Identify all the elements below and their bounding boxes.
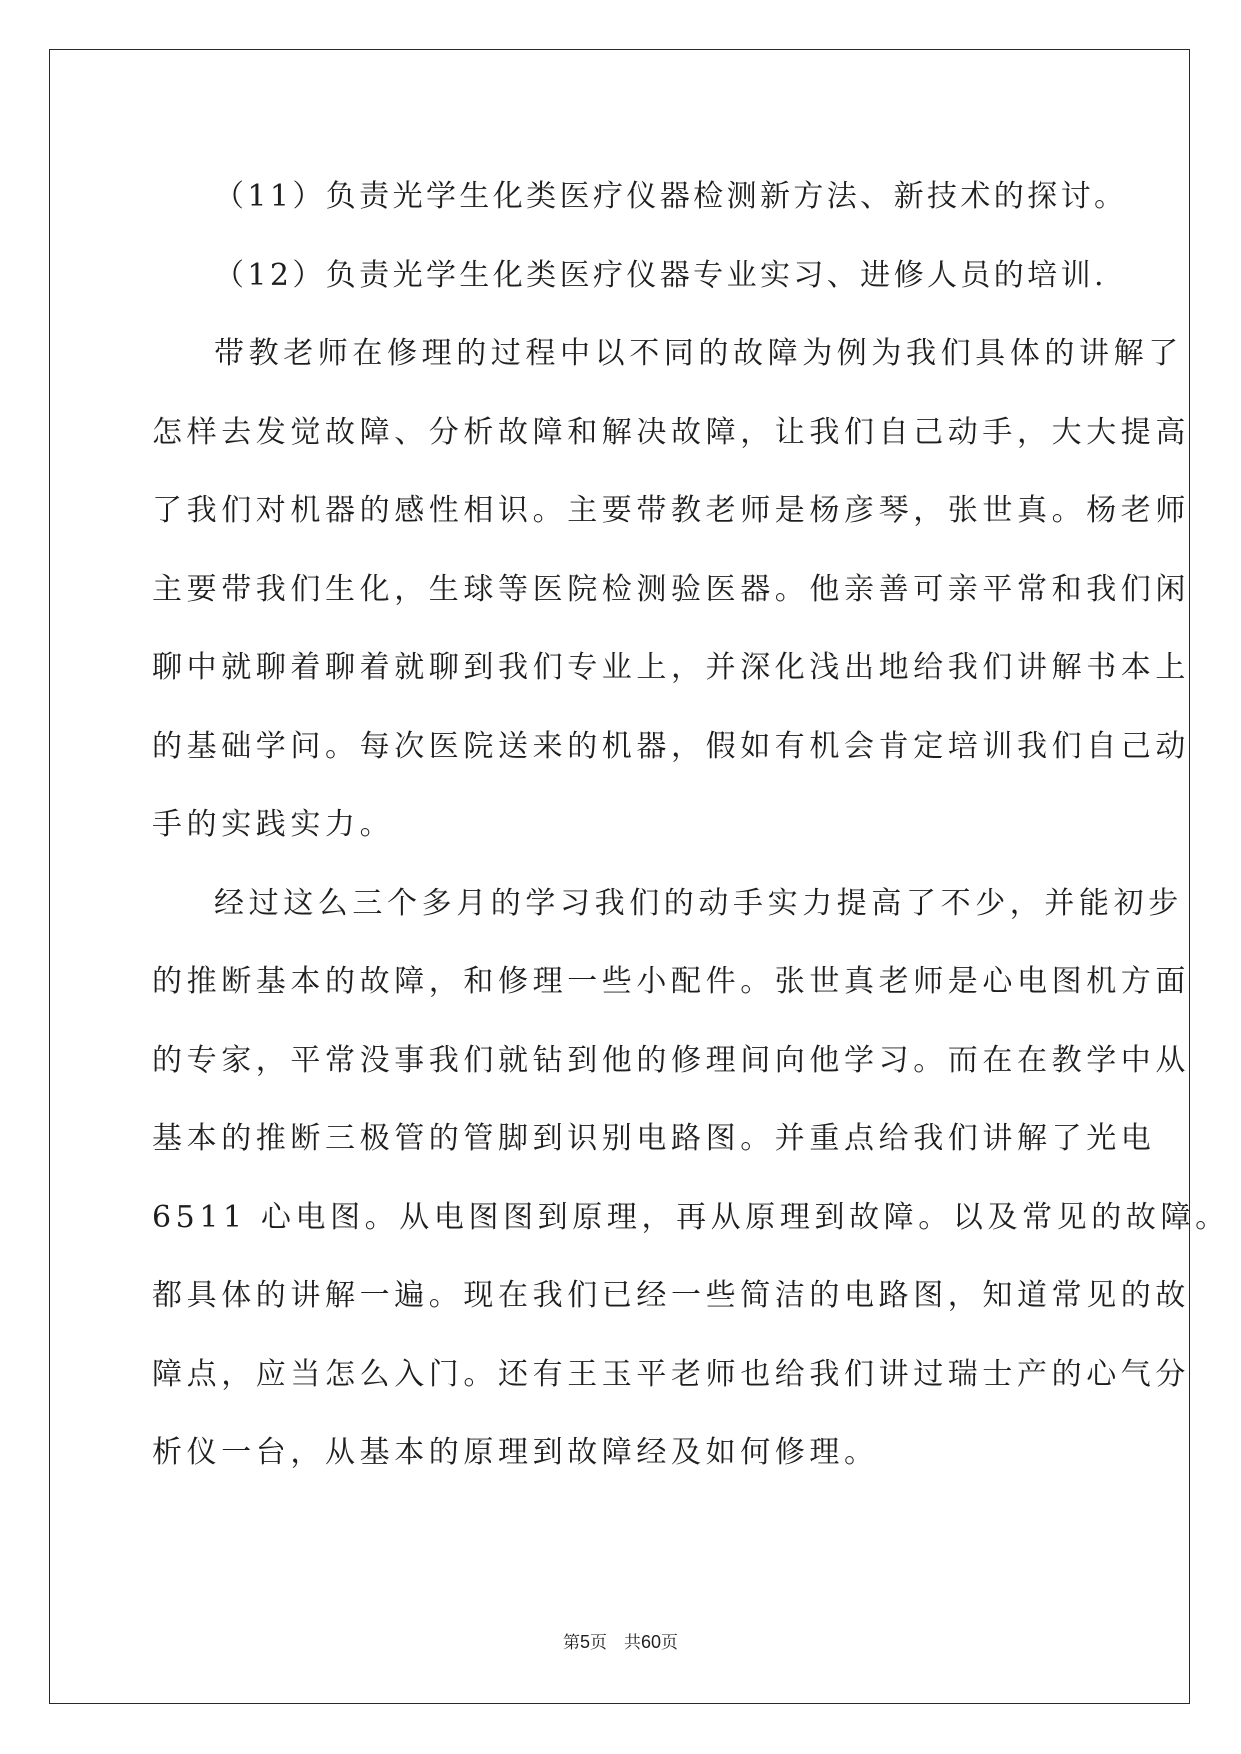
page-prefix: 第 (562, 1633, 580, 1653)
list-item-11: （11）负责光学生化类医疗仪器检测新方法、新技术的探讨。 (214, 179, 1128, 214)
page-number: 5 (579, 1632, 590, 1652)
paragraph-2-line-5: 6511 心电图。从电图图到原理，再从原理到故障。以及常见的故障。 (152, 1199, 1230, 1235)
paragraph-1-line-7: 手的实践实力。 (152, 807, 395, 842)
paragraph-2-line-8: 析仪一台，从基本的原理到故障经及如何修理。 (152, 1435, 879, 1470)
page-footer (0, 1628, 1241, 1653)
paragraph-1-line-3: 了我们对机器的感性相识。主要带教老师是杨彦琴，张世真。杨老师 (152, 493, 1190, 528)
paragraph-1-line-1: 带教老师在修理的过程中以不同的故障为例为我们具体的讲解了 (214, 336, 1183, 371)
paragraph-2-line-7: 障点，应当怎么入门。还有王玉平老师也给我们讲过瑞士产的心气分 (152, 1356, 1190, 1392)
total-unit: 页 (661, 1633, 679, 1653)
document-body (152, 158, 1230, 1493)
paragraph-2-line-1: 经过这么三个多月的学习我们的动手实力提高了不少，并能初步 (214, 885, 1183, 921)
paragraph-2-line-3: 的专家，平常没事我们就钻到他的修理间向他学习。而在在教学中从 (152, 1042, 1190, 1078)
paragraph-2-line-6: 都具体的讲解一遍。现在我们已经一些简洁的电路图，知道常见的故 (152, 1278, 1190, 1313)
paragraph-2-line-4: 基本的推断三极管的管脚到识别电路图。并重点给我们讲解了光电 (152, 1121, 1156, 1156)
total-prefix: 共 (623, 1633, 641, 1653)
paragraph-1-line-6: 的基础学问。每次医院送来的机器，假如有机会肯定培训我们自己动 (152, 728, 1190, 764)
paragraph-1-line-5: 聊中就聊着聊着就聊到我们专业上，并深化浅出地给我们讲解书本上 (152, 650, 1190, 685)
list-item-12: （12）负责光学生化类医疗仪器专业实习、进修人员的培训. (214, 257, 1107, 293)
paragraph-1-line-4: 主要带我们生化，生球等医院检测验医器。他亲善可亲平常和我们闲 (152, 571, 1190, 607)
page-unit: 页 (589, 1633, 607, 1653)
paragraph-1-line-2: 怎样去发觉故障、分析故障和解决故障，让我们自己动手，大大提高 (152, 414, 1190, 450)
total-pages: 60 (640, 1632, 662, 1652)
paragraph-2-line-2: 的推断基本的故障，和修理一些小配件。张世真老师是心电图机方面 (152, 964, 1190, 999)
